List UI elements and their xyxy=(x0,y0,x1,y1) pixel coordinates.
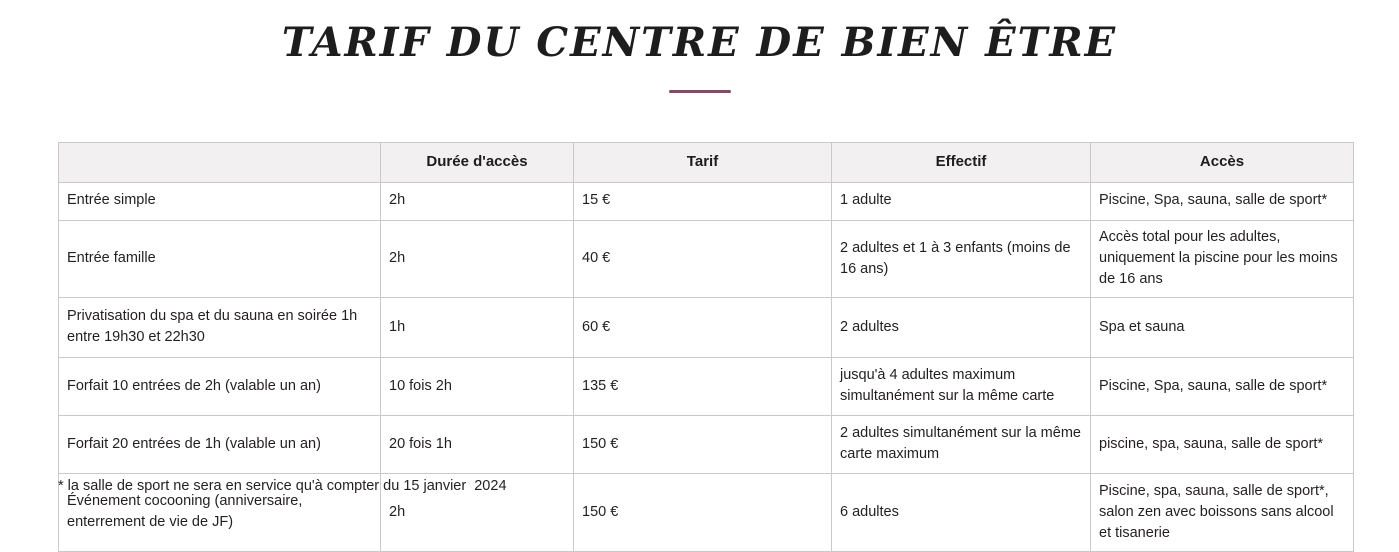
cell-duration: 20 fois 1h xyxy=(381,416,574,474)
cell-price: 40 € xyxy=(574,221,832,298)
cell-offer: Forfait 20 entrées de 1h (valable un an) xyxy=(59,416,381,474)
cell-capacity: 6 adultes xyxy=(832,474,1091,552)
column-header-price: Tarif xyxy=(574,143,832,183)
cell-access: piscine, spa, sauna, salle de sport* xyxy=(1091,416,1354,474)
table-row xyxy=(59,298,1354,358)
cell-duration: 2h xyxy=(381,474,574,552)
cell-offer: Forfait 10 entrées de 2h (valable un an) xyxy=(59,358,381,416)
cell-offer: Entrée famille xyxy=(59,221,381,298)
cell-access: Piscine, spa, sauna, salle de sport*, salon zen avec boissons sans alcool et tisanerie xyxy=(1091,474,1354,552)
cell-price: 60 € xyxy=(574,298,832,358)
table-header-row xyxy=(59,143,1354,183)
title-divider xyxy=(669,90,731,93)
cell-capacity: 2 adultes simultanément sur la même carte maximum xyxy=(832,416,1091,474)
table-row xyxy=(59,183,1354,221)
cell-duration: 2h xyxy=(381,221,574,298)
cell-duration: 10 fois 2h xyxy=(381,358,574,416)
footnote: * la salle de sport ne sera en service qu'à compter du 15 janvier 2024 xyxy=(58,478,507,494)
column-header-capacity: Effectif xyxy=(832,143,1091,183)
cell-price: 150 € xyxy=(574,474,832,552)
cell-duration: 1h xyxy=(381,298,574,358)
cell-offer: Privatisation du spa et du sauna en soirée 1h entre 19h30 et 22h30 xyxy=(59,298,381,358)
cell-capacity: jusqu'à 4 adultes maximum simultanément sur la même carte xyxy=(832,358,1091,416)
cell-price: 15 € xyxy=(574,183,832,221)
table-row xyxy=(59,358,1354,416)
table-body xyxy=(59,183,1354,552)
column-header-duration: Durée d'accès xyxy=(381,143,574,183)
cell-capacity: 2 adultes xyxy=(832,298,1091,358)
cell-offer: Entrée simple xyxy=(59,183,381,221)
cell-duration: 2h xyxy=(381,183,574,221)
column-header-access: Accès xyxy=(1091,143,1354,183)
column-header-offer xyxy=(59,143,381,183)
cell-access: Piscine, Spa, sauna, salle de sport* xyxy=(1091,358,1354,416)
cell-offer: Événement cocooning (anniversaire, enterrement de vie de JF) xyxy=(59,474,381,552)
cell-price: 135 € xyxy=(574,358,832,416)
cell-access: Piscine, Spa, sauna, salle de sport* xyxy=(1091,183,1354,221)
cell-access: Accès total pour les adultes, uniquement la piscine pour les moins de 16 ans xyxy=(1091,221,1354,298)
table-row xyxy=(59,416,1354,474)
cell-access: Spa et sauna xyxy=(1091,298,1354,358)
cell-capacity: 1 adulte xyxy=(832,183,1091,221)
page-title: TARIF DU CENTRE DE BIEN ÊTRE xyxy=(281,19,1118,66)
table-row xyxy=(59,221,1354,298)
cell-price: 150 € xyxy=(574,416,832,474)
title-block xyxy=(0,0,1399,93)
cell-capacity: 2 adultes et 1 à 3 enfants (moins de 16 ans) xyxy=(832,221,1091,298)
table-header xyxy=(59,143,1354,183)
